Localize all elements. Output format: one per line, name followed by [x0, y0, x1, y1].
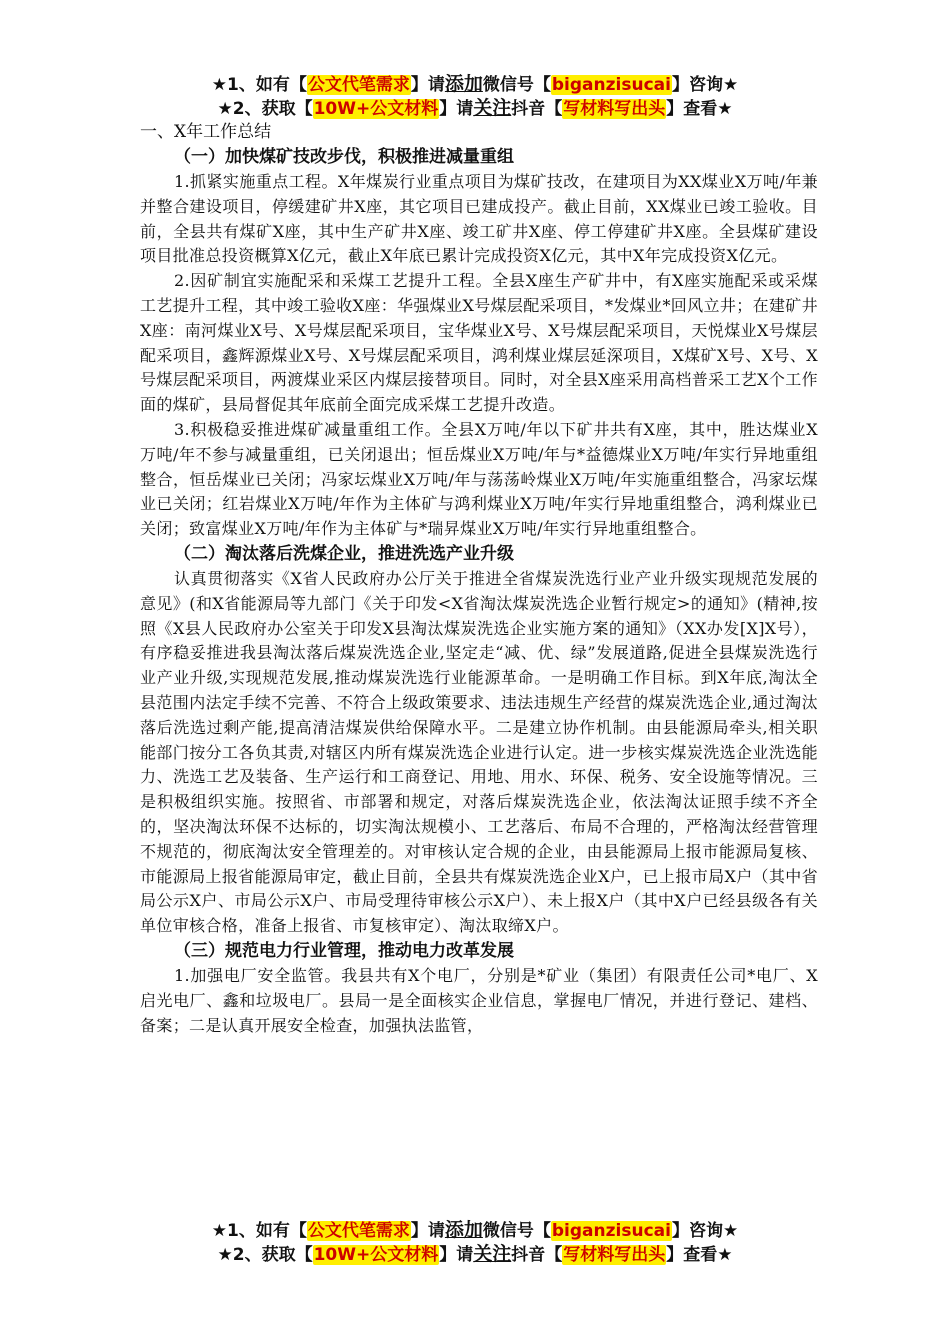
paragraph: 认真贯彻落实《X省人民政府办公厅关于推进全省煤炭洗选行业产业升级实现规范发展的意见》(和X省能源局等九部门《关于印发<X省淘汰煤炭洗选企业暂行规定>的通知》(精神,按照《X县人民政府办公室关于印发X县淘汰煤炭洗选企业实施方案的通知》（XX办发[X]X号），有序稳妥推进我县淘汰落后煤炭洗选企业,坚定走“减、优、绿”发展道路,促进全县煤炭洗选行业产业升级,实现规范发展,推动煤炭洗选行业能源革命。一是明确工作目标。到X年底,淘汰全县范围内法定手续不完善、不符合上级政策要求、违法违规生产经营的煤炭洗选企业,通过淘汰落后洗选过剩产能,提高清洁煤炭供给保障水平。二是建立协作机制。由县能源局牵头,相关职能部门按分工各负其责,对辖区内所有煤炭洗选企业进行认定。进一步核实煤炭洗选企业洗选能力、洗选工艺及装备、生产运行和工商登记、用地、用水、环保、税务、安全设施等情况。三是积极组织实施。按照省、市部署和规定，对落后煤炭洗选企业，依法淘汰证照手续不齐全的，坚决淘汰环保不达标的，切实淘汰规模小、工艺落后、布局不合理的，严格淘汰经营管理不规范的，彻底淘汰安全管理差的。对审核认定合规的企业，由县能源局上报市能源局复核、市能源局上报省能源局审定，截止目前，全县共有煤炭洗选企业X户，已上报市局X户（其中省局公示X户、市局公示X户、市局受理待审核公示X户）、未上报X户（其中X户已经县级各有关单位审核合格，准备上报省、市复核审定）、淘汰取缔X户。	[140, 568, 818, 936]
banner-text: 】查看★	[666, 1245, 733, 1265]
promo-banner-bottom-2	[120, 1242, 830, 1267]
paragraph: 1.抓紧实施重点工程。X年煤炭行业重点项目为煤矿技改，在建项目为XX煤业X万吨/年兼并整合建设项目，停缓建矿井X座，其它项目已建成投产。截止目前，XX煤业已竣工验收。目前，全县共有煤矿X座，其中生产矿井X座、竣工矿井X座、停工停建矿井X座。全县煤矿建设项目批准总投资概算X亿元，截止X年底已累计完成投资X亿元，其中X年完成投资X亿元。	[140, 172, 818, 266]
promo-banner-bottom-1	[120, 1218, 830, 1243]
banner-text: 抖音【	[511, 99, 563, 119]
banner-highlight: 10W+公文材料	[313, 99, 439, 119]
banner-highlight: biganzisucai	[551, 1221, 671, 1241]
banner-text: 】查看★	[666, 99, 733, 119]
banner-highlight: 公文代笔需求	[307, 75, 410, 95]
banner-emphasis: 关注	[473, 1243, 512, 1265]
subsection-title-2: （二）淘汰落后洗煤企业，推进洗选产业升级	[174, 543, 514, 564]
banner-emphasis: 添加	[444, 1219, 483, 1241]
banner-highlight: 写材料写出头	[563, 99, 666, 119]
paragraph: 2.因矿制宜实施配采和采煤工艺提升工程。全县X座生产矿井中，有X座实施配采或采煤工艺提升工程，其中竣工验收X座：华强煤业X号煤层配采项目，*发煤业*回风立井；在建矿井X座：南河煤业X号、X号煤层配采项目，宝华煤业X号、X号煤层配采项目，天悦煤业X号煤层配采项目，鑫辉源煤业X号、X号煤层配采项目，鸿利煤业煤层延深项目，X煤矿X号、X号、X号煤层配采项目，两渡煤业采区内煤层接替项目。同时，对全县X座采用高档普采工艺X个工作面的煤矿，县局督促其年底前全面完成采煤工艺提升改造。	[140, 271, 818, 415]
banner-emphasis: 关注	[473, 97, 512, 119]
promo-banner-top-2	[120, 96, 830, 121]
banner-text: 】请	[439, 1245, 474, 1265]
banner-text: 抖音【	[511, 1245, 563, 1265]
banner-text: 】咨询★	[671, 1221, 739, 1241]
subsection-title-1: （一）加快煤矿技改步伐，积极推进减量重组	[174, 147, 514, 167]
banner-text: 微信号【	[482, 1221, 551, 1241]
banner-text: 微信号【	[482, 75, 551, 95]
banner-highlight: 10W+公文材料	[313, 1245, 439, 1265]
banner-text: 】咨询★	[671, 75, 739, 95]
banner-text: ★1、如有【	[211, 1221, 307, 1241]
paragraph: 1.加强电厂安全监管。我县共有X个电厂，分别是*矿业（集团）有限责任公司*电厂、X启光电厂、鑫和垃圾电厂。县局一是全面核实企业信息，掌握电厂情况，并进行登记、建档、备案；二是认真开展安全检查，加强执法监管，	[140, 965, 818, 1035]
banner-text: 】请	[410, 1221, 445, 1241]
banner-text: ★2、获取【	[217, 99, 313, 119]
banner-highlight: 写材料写出头	[563, 1245, 666, 1265]
subsection-title-3: （三）规范电力行业管理，推动电力改革发展	[174, 940, 514, 961]
banner-text: 】请	[410, 75, 445, 95]
paragraph: 3.积极稳妥推进煤矿减量重组工作。全县X万吨/年以下矿井共有X座，其中，胜达煤业X万吨/年不参与减量重组，已关闭退出；恒岳煤业X万吨/年与*益德煤业X万吨/年实行异地重组整合，恒岳煤业已关闭；冯家坛煤业X万吨/年与荡荡岭煤业X万吨/年实施重组整合，冯家坛煤业已关闭；红岩煤业X万吨/年作为主体矿与鸿利煤业X万吨/年实行异地重组整合，鸿利煤业已关闭；致富煤业X万吨/年作为主体矿与*瑞昇煤业X万吨/年实行异地重组整合。	[140, 419, 818, 539]
banner-emphasis: 添加	[444, 73, 483, 95]
promo-banner-top-1	[120, 72, 830, 97]
banner-highlight: biganzisucai	[551, 75, 671, 95]
section-title: 一、X年工作总结	[140, 122, 272, 142]
banner-text: ★2、获取【	[217, 1245, 313, 1265]
document-body	[140, 120, 818, 1038]
banner-text: ★1、如有【	[211, 75, 307, 95]
banner-highlight: 公文代笔需求	[307, 1221, 410, 1241]
banner-text: 】请	[439, 99, 474, 119]
